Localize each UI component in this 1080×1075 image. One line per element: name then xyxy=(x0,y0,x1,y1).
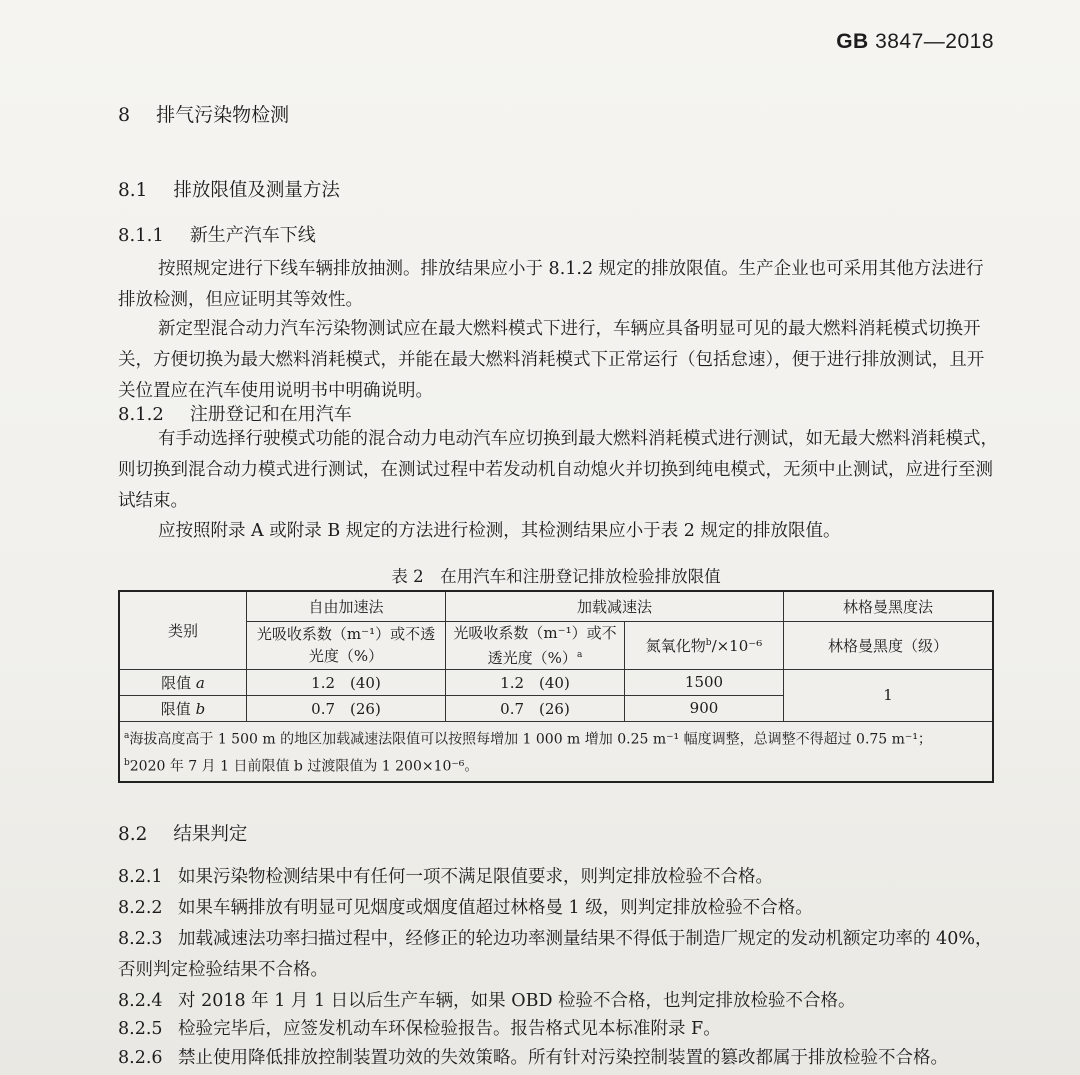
cell-free: 1.2 (40) xyxy=(247,669,446,695)
table-footnotes xyxy=(119,721,993,782)
paragraph: 按照规定进行下线车辆排放抽测。排放结果应小于 8.1.2 规定的排放限值。生产企业也可采用其他方法进行排放检测，但应证明其等效性。 xyxy=(118,259,984,310)
standard-code: 3847—2018 xyxy=(875,30,994,53)
cell-nox: 900 xyxy=(625,695,784,721)
item-number: 8.2.3 xyxy=(118,929,163,949)
section-title: 排气污染物检测 xyxy=(156,104,290,126)
item-number: 8.2.4 xyxy=(118,991,163,1011)
section-number: 8.1.2 xyxy=(118,404,164,425)
item-text: 检验完毕后，应签发机动车环保检验报告。报告格式见本标准附录 F。 xyxy=(178,1019,721,1039)
paragraph: 新定型混合动力汽车污染物测试应在最大燃料模式下进行，车辆应具备明显可见的最大燃料消耗模式切换开关，方便切换为最大燃料消耗模式，并能在最大燃料消耗模式下正常运行（包括怠速），便于进行排放测试，且开关位置应在汽车使用说明书中明确说明。 xyxy=(118,319,985,401)
row-label-text: 限值 xyxy=(160,699,191,718)
item-number: 8.2.6 xyxy=(118,1048,163,1068)
row-var: b xyxy=(195,699,206,718)
sub-load-opacity xyxy=(446,621,625,669)
standard-prefix: GB xyxy=(836,30,869,53)
footnote-mark: b xyxy=(705,637,712,648)
footnote-text: 2020 年 7 月 1 日前限值 b 过渡限值为 1 200×10⁻⁶。 xyxy=(129,758,479,775)
header-free-acceleration: 自由加速法 xyxy=(247,591,446,621)
paragraph: 应按照附录 A 或附录 B 规定的方法进行检测，其检测结果应小于表 2 规定的排放限值。 xyxy=(158,521,841,541)
section-title: 排放限值及测量方法 xyxy=(173,180,340,201)
item-text: 加载减速法功率扫描过程中，经修正的轮边功率测量结果不得低于制造厂规定的发动机额定功率的 40%，否则判定检验结果不合格。 xyxy=(118,929,993,980)
sub-nox-unit: /×10⁻⁶ xyxy=(711,636,763,655)
sub-nox-text: 氮氧化物 xyxy=(645,636,706,655)
footnote-b xyxy=(124,751,988,779)
list-item xyxy=(118,893,998,924)
section-8-2-heading xyxy=(118,820,247,846)
section-title: 结果判定 xyxy=(173,824,248,845)
header-ringelmann: 林格曼黑度法 xyxy=(784,591,994,621)
list-item xyxy=(118,986,998,1017)
row-var: a xyxy=(195,673,205,692)
row-label-text: 限值 xyxy=(161,673,192,692)
item-text: 如果污染物检测结果中有任何一项不满足限值要求，则判定排放检验不合格。 xyxy=(178,867,773,887)
section-8-1-1-heading xyxy=(118,221,316,247)
list-item xyxy=(118,1043,998,1074)
footnote-mark: a xyxy=(576,649,583,660)
paragraph: 有手动选择行驶模式功能的混合动力电动汽车应切换到最大燃料消耗模式进行测试，如无最大燃料消耗模式，则切换到混合动力模式进行测试，在测试过程中若发动机自动熄火并切换到纯电模式，无须中止测试，应进行至测试结束。 xyxy=(118,429,998,511)
footnote-a xyxy=(124,724,988,752)
cell-nox: 1500 xyxy=(625,669,784,695)
item-text: 如果车辆排放有明显可见烟度或烟度值超过林格曼 1 级，则判定排放检验不合格。 xyxy=(178,898,813,918)
section-8-heading xyxy=(118,100,289,127)
cell-load: 0.7 (26) xyxy=(446,695,625,721)
section-number: 8.2 xyxy=(118,824,148,845)
header-load-deceleration: 加载减速法 xyxy=(446,591,784,621)
table-caption: 表 2 在用汽车和注册登记排放检验排放限值 xyxy=(391,567,721,586)
footnote-text: 海拔高度高于 1 500 m 的地区加载减速法限值可以按照每增加 1 000 m 增加 0.25 m⁻¹ 幅度调整，总调整不得超过 0.75 m⁻¹； xyxy=(129,731,932,748)
footnote-mark: a xyxy=(124,730,130,741)
cell-ringelmann: 1 xyxy=(784,669,994,721)
footnote-mark: b xyxy=(124,758,130,769)
row-label xyxy=(119,695,247,721)
emission-limits-table xyxy=(118,590,994,783)
table-row xyxy=(119,669,993,695)
cell-load: 1.2 (40) xyxy=(446,669,625,695)
list-item xyxy=(118,862,998,893)
sub-free-opacity: 光吸收系数（m⁻¹）或不透光度（%） xyxy=(247,621,446,669)
standard-number xyxy=(836,30,994,54)
section-8-1-heading xyxy=(118,176,340,202)
header-category: 类别 xyxy=(119,591,247,669)
sub-load-opacity-text: 光吸收系数（m⁻¹）或不透光度（%） xyxy=(453,623,617,667)
list-item xyxy=(118,1014,998,1045)
sub-ringelmann: 林格曼黑度（级） xyxy=(784,621,994,669)
section-number: 8 xyxy=(118,104,131,126)
item-number: 8.2.5 xyxy=(118,1019,163,1039)
section-8-1-2-heading xyxy=(118,400,352,426)
section-number: 8.1.1 xyxy=(118,225,164,246)
item-text: 对 2018 年 1 月 1 日以后生产车辆，如果 OBD 检验不合格，也判定排放检验不合格。 xyxy=(178,991,856,1011)
section-title: 新生产汽车下线 xyxy=(189,225,316,246)
section-title: 注册登记和在用汽车 xyxy=(189,404,352,425)
item-text: 禁止使用降低排放控制装置功效的失效策略。所有针对污染控制装置的篡改都属于排放检验不合格。 xyxy=(178,1048,948,1068)
sub-nox xyxy=(625,621,784,669)
cell-free: 0.7 (26) xyxy=(247,695,446,721)
row-label xyxy=(119,669,247,695)
list-item xyxy=(118,924,998,986)
section-number: 8.1 xyxy=(118,180,148,201)
item-number: 8.2.2 xyxy=(118,898,163,918)
item-number: 8.2.1 xyxy=(118,867,163,887)
